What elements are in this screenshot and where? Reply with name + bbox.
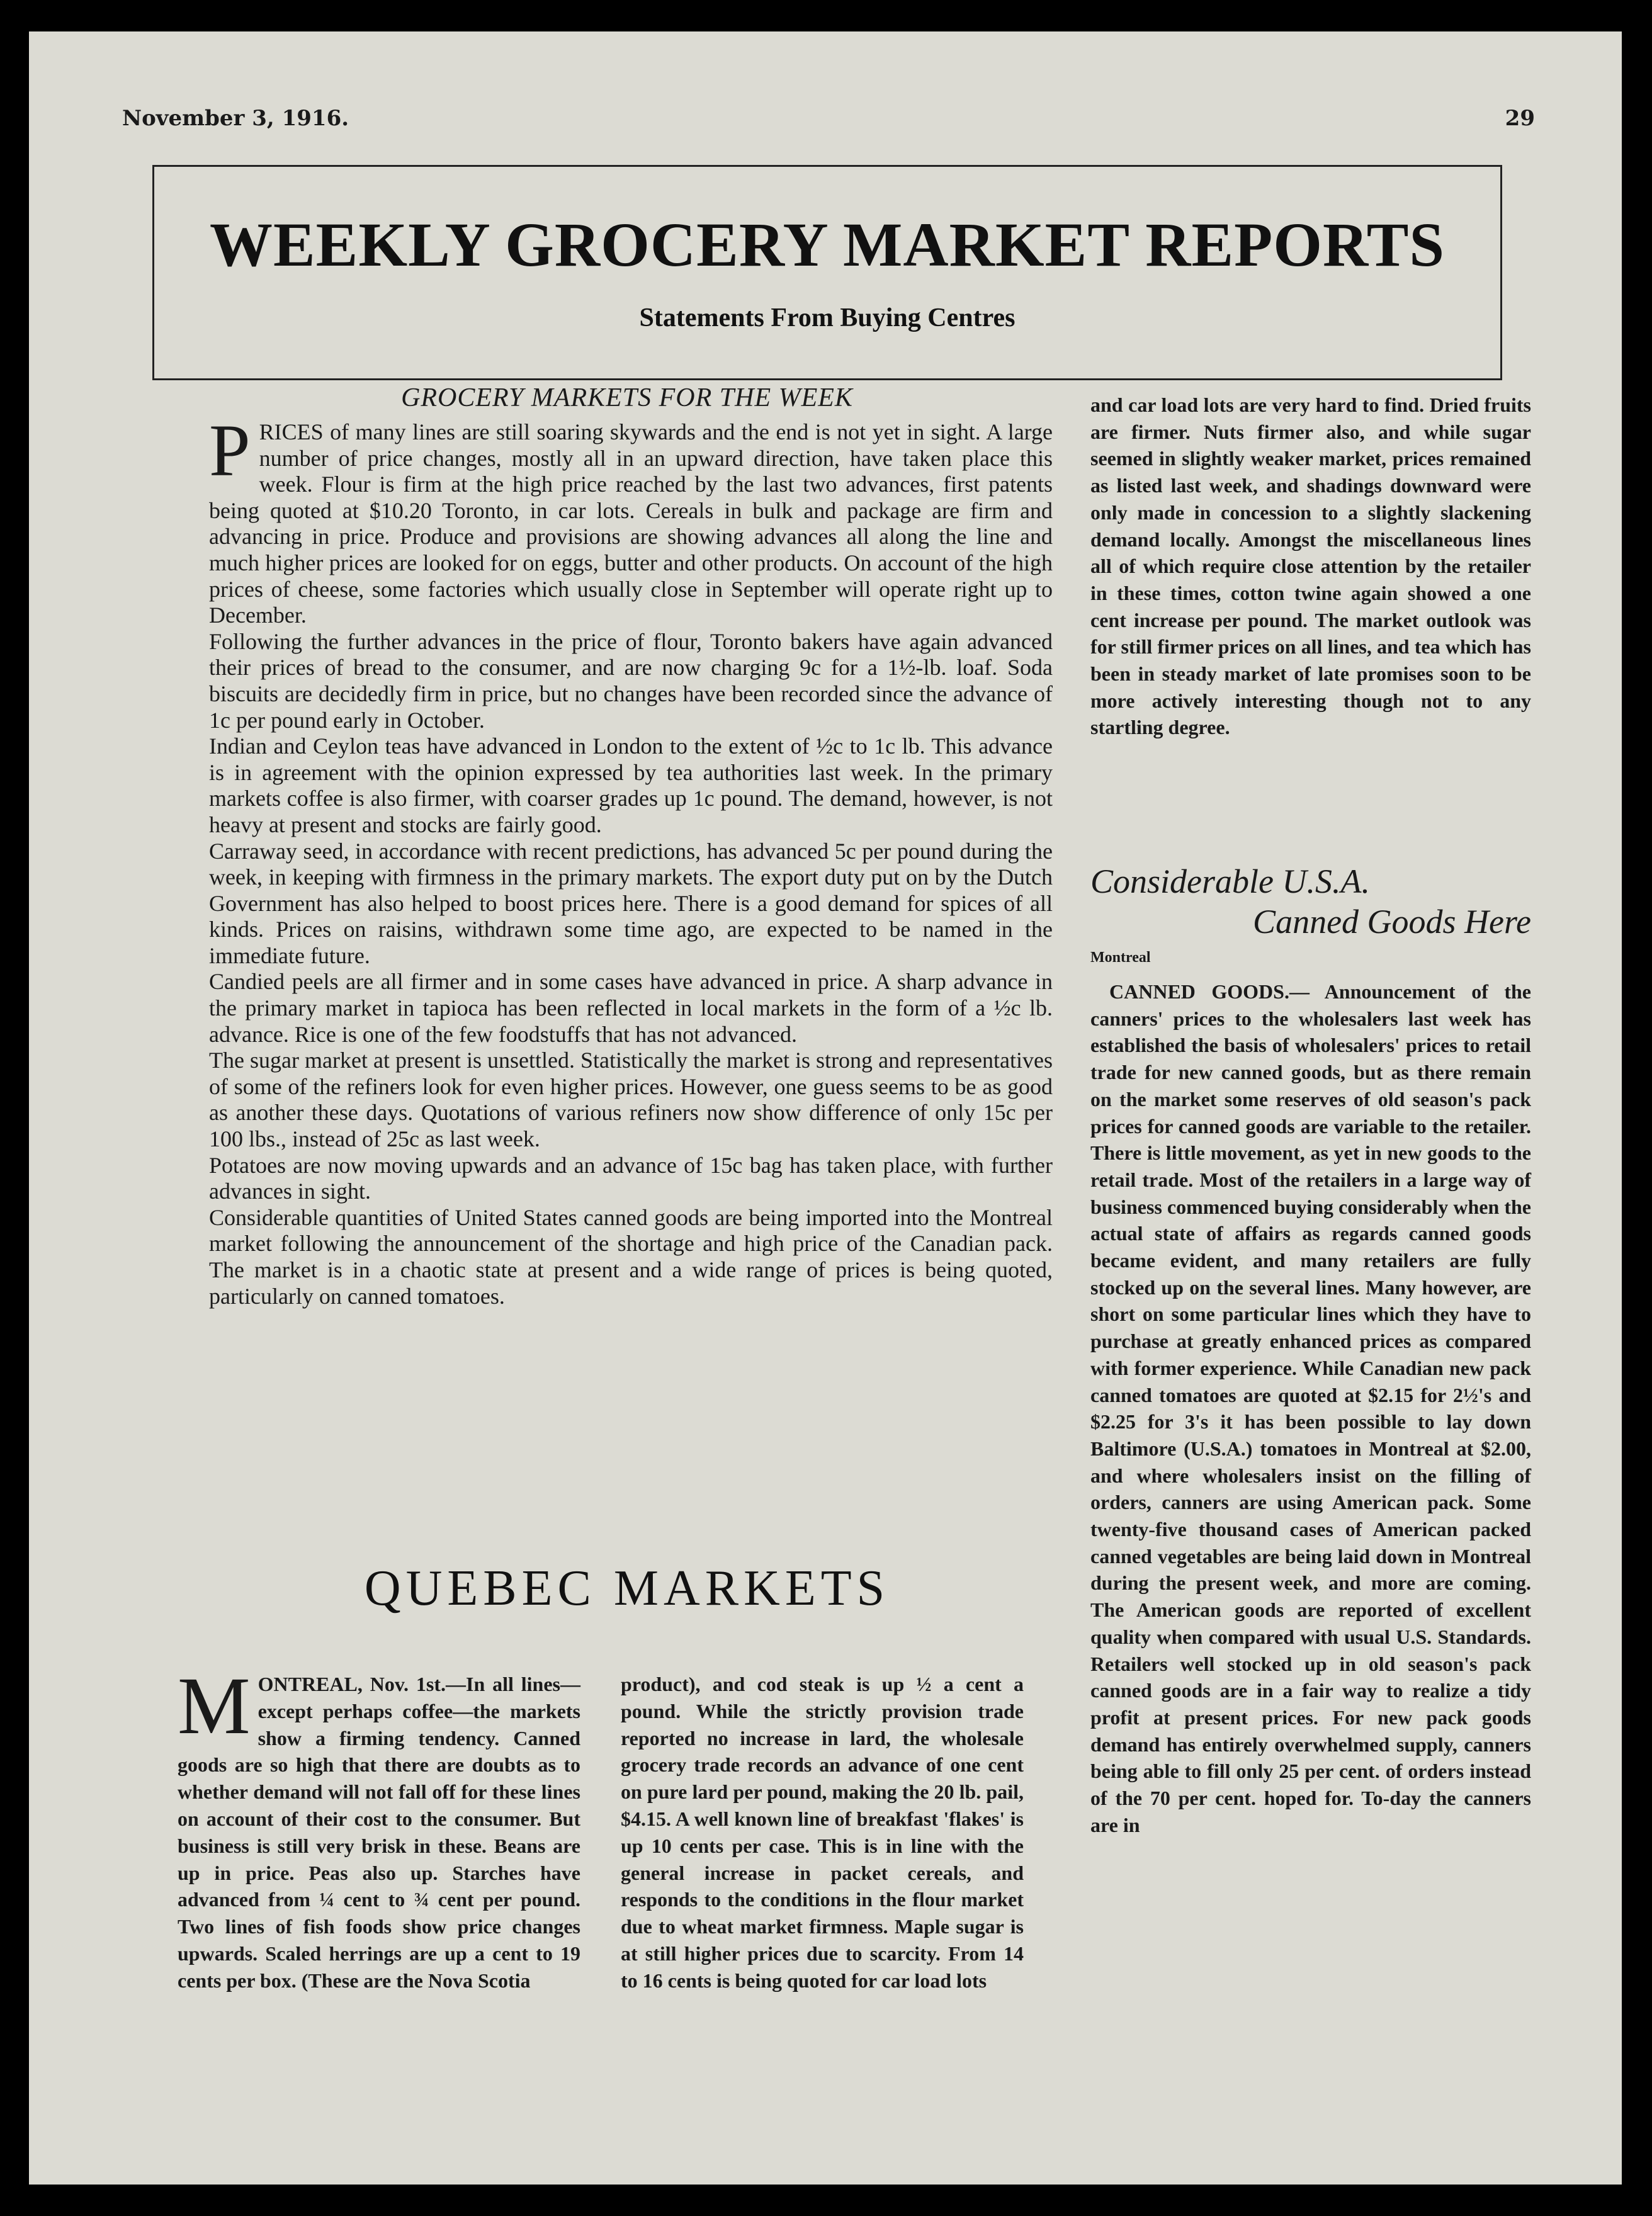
- quebec-column-1: MONTREAL, Nov. 1st.—In all lines—except perhaps coffee—the markets show a firming tendency. Canned goods are so high that there are doubts as to whether demand will not fall off for these lines on account of their cost to the consumer. But business is still very brisk in these. Beans are up in price. Peas also up. Starches have advanced from ¼ cent to ¾ cent per pound. Two lines of fish foods show price changes upwards. Scaled herrings are up a cent to 19 cents per box. (These are the Nova Scotia: [178, 1661, 580, 1992]
- summary-paragraph: Potatoes are now moving upwards and an advance of 15c bag has taken place, with further advances in sight.: [209, 1152, 1053, 1204]
- market-summary-title: GROCERY MARKETS FOR THE WEEK: [401, 383, 853, 412]
- summary-paragraph: Indian and Ceylon teas have advanced in London to the extent of ½c to 1c lb. This advance is in agreement with the opinion expressed by tea authorities last week. In the primary markets coffee is also firmer, with coarser grades up 1c pound. The demand, however, is not heavy at present and stocks are fairly good.: [209, 733, 1053, 837]
- headline-line-1: Considerable U.S.A.: [1090, 862, 1370, 900]
- quebec-markets-title: QUEBEC MARKETS: [364, 1561, 890, 1616]
- banner-title: WEEKLY GROCERY MARKET REPORTS: [209, 210, 1445, 280]
- summary-paragraph: Carraway seed, in accordance with recent predictions, has advanced 5c per pound during the week, in keeping with firmness in the primary markets. The export duty put on by the Dutch Government has also helped to boost prices here. There is a good demand for spices of all kinds. Prices on raisins, withdrawn some time ago, are expected to be named in the immediate future.: [209, 838, 1053, 968]
- summary-paragraph: PRICES of many lines are still soaring skywards and the end is not yet in sight. A large number of price changes, mostly all in an upward direction, have taken place this week. Flour is firm at the high price reached by the last two advances, first patents being quoted at $10.20 Toronto, in car lots. Cereals in bulk and package are firm and advancing in price. Produce and provisions are showing advances all along the line and much higher prices are looked for on eggs, butter and other products. On account of the high prices of cheese, some factories which usually close in September will operate right up to December.: [209, 409, 1053, 628]
- drop-cap: P: [209, 409, 251, 492]
- issue-date: November 3, 1916.: [122, 106, 349, 131]
- canned-goods-article: CANNED GOODS.— Announcement of the canners' prices to the wholesalers last week has established the basis of wholesalers' prices to retail trade for new canned goods, but as there remain on the market some reserves of old season's pack prices for canned goods are variable to the retailer. There is little movement, as yet in new goods to the retail trade. Most of the retailers in a large way of business commenced buying considerably when the actual state of affairs as regards canned goods became evident, and many retailers are fully stocked up on the several lines. Many however, are short on some particular lines which they have to purchase at greatly enhanced prices as compared with former experience. While Canadian new pack canned tomatoes are quoted at $2.15 for 2½'s and $2.25 for 3's it has been possible to lay down Baltimore (U.S.A.) tomatoes in Montreal at $2.00, and where wholesalers insist on the filling of orders, canners are using American pack. Some twenty-five thousand cases of American packed canned vegetables are being laid down in Montreal during the present week, and more are coming. The American goods are reported of excellent quality when compared with usual U.S. Standards. Retailers well stocked up in old season's pack canned goods are in a fair way to realize a tidy profit at present prices. For new pack goods demand has entirely overwhelmed supply, canners being able to fill only 25 per cent. of orders instead of the 70 per cent. hoped for. To-day the canners are in: [1090, 980, 1531, 1836]
- canned-goods-headline: [1090, 861, 1531, 942]
- summary-paragraph: Following the further advances in the price of flour, Toronto bakers have again advanced their prices of bread to the consumer, and are now charging 9c for a 1½-lb. loaf. Soda biscuits are decidedly firm in price, but no changes have been recorded since the advance of 1c per pound early in October.: [209, 628, 1053, 733]
- dateline: Montreal: [1090, 949, 1151, 966]
- summary-paragraph: Considerable quantities of United States canned goods are being imported into the Montreal market following the announcement of the shortage and high price of the Canadian pack. The market is in a chaotic state at present and a wide range of prices is being quoted, particularly on canned tomatoes.: [209, 1204, 1053, 1309]
- summary-paragraph: The sugar market at present is unsettled. Statistically the market is strong and representatives of some of the refiners look for even higher prices. However, one guess seems to be as good as another these days. Quotations of various refiners now show difference of only 15c per 100 lbs., instead of 25c as last week.: [209, 1048, 1053, 1152]
- section-banner: [152, 165, 1502, 380]
- market-summary-body: [209, 409, 1053, 1309]
- headline-line-2: Canned Goods Here: [1253, 903, 1531, 941]
- banner-subtitle: Statements From Buying Centres: [639, 303, 1016, 332]
- quebec-column-2: product), and cod steak is up ½ a cent a pound. While the strictly provision trade reported no increase in lard, the wholesale grocery trade records an advance of one cent on pure lard per pound, making the 20 lb. pail, $4.15. A well known line of breakfast 'flakes' is up 10 cents per case. This is in line with the general increase in packet cereals, and responds to the conditions in the flour market due to wheat market firmness. Maple sugar is at still higher prices due to scarcity. From 14 to 16 cents is being quoted for car load lots: [621, 1673, 1024, 1992]
- magazine-page: [29, 31, 1622, 2185]
- page-number: 29: [1505, 106, 1535, 131]
- drop-cap: M: [178, 1661, 251, 1751]
- summary-paragraph: Candied peels are all firmer and in some cases have advanced in price. A sharp advance in the primary market in tapioca has been reflected in local markets in the form of a ½c lb. advance. Rice is one of the few foodstuffs that has not advanced.: [209, 969, 1053, 1047]
- right-column-continuation: and car load lots are very hard to find. Dried fruits are firmer. Nuts firmer also, and while sugar seemed in slightly weaker market, prices remained as listed last week, and shadings downward were only made in concession to a slightly slackening demand locally. Amongst the miscellaneous lines all of which require close attention by the retailer in these times, cotton twine again showed a one cent increase per pound. The market outlook was for still firmer prices on all lines, and tea which has been in steady market of late promises soon to be more actively interesting though not to any startling degree.: [1090, 393, 1531, 739]
